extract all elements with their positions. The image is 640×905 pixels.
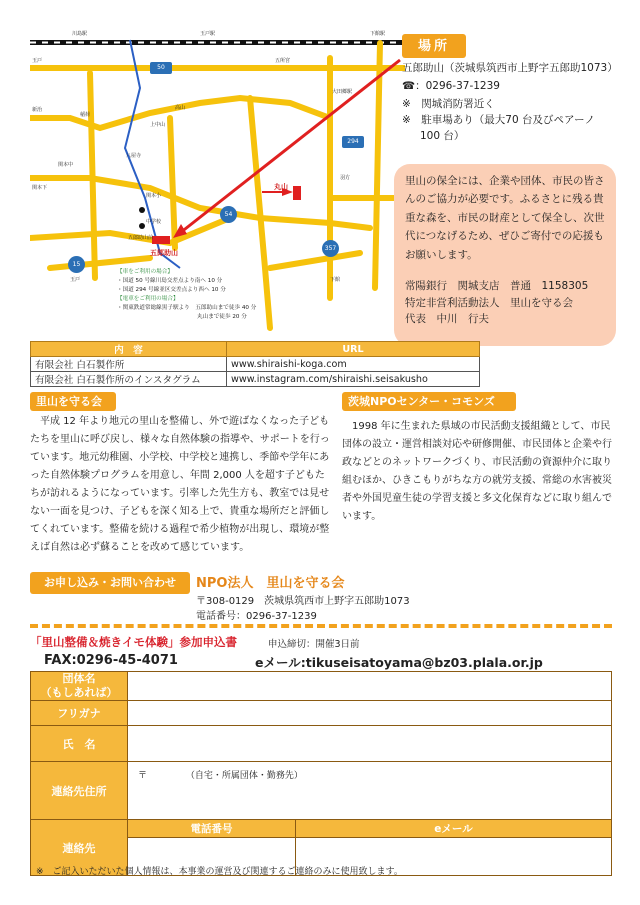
access-directions bbox=[117, 268, 317, 322]
map-place: 関本下 bbox=[32, 185, 48, 191]
satoyama-description: 平成 12 年より地元の里山を整備し、外で遊ばなくなった子どもたちを里山に呼び戻し、様々な自然体験の指導や、サポートを行っています。地元幼稚園、小学校、中学校と連携し、季節や学年にあった自然体験プログラムを用意し、年間 2,000 人を超す子どもたちが訪れるようになっています。引率した先生方も、教室では見せない一面を見つけ、子どもを深く知る上で、貴重な場所だと評価してくれています。整備を続ける過程で希少植物が出現し、環境が整えば自然は必ず蘇ることを改めて感じています。 bbox=[30, 416, 330, 553]
map-place: 稲荷 bbox=[80, 112, 91, 118]
url-link[interactable]: www.instagram.com/shiraishi.seisakusho bbox=[227, 372, 480, 387]
railway-line bbox=[30, 40, 405, 45]
location-tel: ☎：0296-37-1239 bbox=[402, 80, 500, 92]
map-maruyama-label: 丸山 bbox=[274, 183, 288, 191]
pointer-arrow bbox=[180, 60, 400, 233]
map-station-tamado: 玉戸駅 bbox=[200, 31, 216, 37]
access-car-1: ・国道 50 号線川島交差点より南へ 10 分 bbox=[117, 277, 223, 284]
content-url-table bbox=[30, 341, 480, 387]
content-cell: 有限会社 白石製作所のインスタグラム bbox=[31, 372, 227, 387]
bank-line-2: 特定非営利活動法人 里山を守る会 bbox=[405, 296, 573, 309]
bank-line-3: 代表 中川 行夫 bbox=[405, 313, 489, 326]
map-place: 中学校 bbox=[146, 219, 162, 225]
contact-phone: 電話番号：0296-37-1239 bbox=[196, 611, 317, 622]
contact-address: 〒308-0129 茨城県筑西市上野字五郎助1073 bbox=[196, 596, 410, 607]
location-note-3: 100 台） bbox=[420, 130, 465, 142]
map-place: 玉戸 bbox=[32, 58, 43, 64]
bank-info bbox=[405, 278, 605, 328]
form-row-address bbox=[31, 762, 612, 820]
goroshuyama-marker bbox=[152, 236, 170, 244]
location-address: 五郎助山（茨城県筑西市上野字五郎助1073） bbox=[402, 62, 618, 74]
bank-line-1: 常陽銀行 関城支店 普通 1158305 bbox=[405, 279, 589, 292]
location-note-2: ※ 駐車場あり（最大70 台及びペアーノ bbox=[402, 114, 595, 126]
zip-mark: 〒 bbox=[138, 771, 148, 781]
name-label: 氏 名 bbox=[31, 726, 128, 762]
map-place: 高山 bbox=[175, 105, 186, 111]
privacy-footnote: ※ ご記入いただいた個人情報は、本事業の運営及び関連するご連絡のみに使用致します。 bbox=[36, 867, 403, 877]
access-car-heading: 【車をご利用の場合】 bbox=[117, 269, 173, 275]
map-place: 新治 bbox=[32, 107, 43, 113]
location-tag: 場所 bbox=[402, 34, 466, 58]
name-field[interactable] bbox=[128, 726, 612, 762]
email-header: eメール bbox=[296, 820, 612, 838]
map-place: 上中山 bbox=[150, 122, 166, 128]
access-train-heading: 【電車をご利用の場合】 bbox=[117, 295, 179, 302]
form-row-name bbox=[31, 726, 612, 762]
content-header: 内 容 bbox=[31, 342, 227, 357]
group-label-text: 団体名 bbox=[62, 672, 96, 686]
access-train-2: 丸山まで徒歩 20 分 bbox=[197, 313, 247, 320]
contact-npo-name: NPO法人 里山を守る会 bbox=[196, 576, 345, 591]
form-deadline: 申込締切：開催3日前 bbox=[268, 639, 360, 650]
phone-header: 電話番号 bbox=[128, 820, 296, 838]
contact-label: 連絡先 bbox=[31, 820, 128, 876]
maruyama-marker bbox=[293, 186, 301, 200]
map-place: 関本小 bbox=[146, 193, 162, 199]
route-54-badge: 54 bbox=[220, 206, 237, 223]
location-note-1: ※ 関城消防署近く bbox=[402, 98, 495, 110]
map-station-shimodate: 下館駅 bbox=[370, 31, 386, 37]
group-field[interactable] bbox=[128, 672, 612, 701]
zip-note: （自宅・所属団体・勤務先） bbox=[185, 771, 303, 781]
url-header: URL bbox=[227, 342, 480, 357]
group-label bbox=[31, 672, 128, 701]
route-50-badge: 50 bbox=[150, 62, 172, 74]
url-link[interactable]: www.shiraishi-koga.com bbox=[227, 357, 480, 372]
access-map bbox=[30, 28, 405, 340]
route-294-badge: 294 bbox=[342, 136, 364, 148]
furigana-field[interactable] bbox=[128, 701, 612, 726]
map-place: 羽方 bbox=[340, 175, 351, 181]
donation-box bbox=[394, 164, 616, 346]
map-station-kawashima: 川島駅 bbox=[72, 31, 88, 37]
table-row bbox=[31, 372, 480, 387]
form-row-furigana bbox=[31, 701, 612, 726]
satoyama-tag: 里山を守る会 bbox=[30, 392, 116, 411]
address-field[interactable] bbox=[128, 762, 612, 820]
map-place: 下館 bbox=[330, 277, 341, 283]
address-label: 連絡先住所 bbox=[31, 762, 128, 820]
content-table-header bbox=[31, 342, 480, 357]
map-place: 五郎助山前 bbox=[128, 235, 154, 241]
form-row-contact-header bbox=[31, 820, 612, 838]
map-place: 関本中 bbox=[58, 162, 74, 168]
cut-line bbox=[30, 624, 612, 628]
content-cell: 有限会社 白石製作所 bbox=[31, 357, 227, 372]
group-label-sub: （もしあれば） bbox=[40, 686, 118, 699]
map-place: 玉戸 bbox=[70, 277, 81, 283]
contact-tag: お申し込み・お問い合わせ bbox=[30, 572, 190, 594]
form-title: 「里山整備＆焼きイモ体験」参加申込書 bbox=[30, 635, 237, 649]
table-row bbox=[31, 357, 480, 372]
map-goroshuyama-label: 五郎助山 bbox=[150, 249, 178, 257]
donation-message: 里山の保全には、企業や団体、市民の皆さんのご協力が必要です。ふるさとに残る貴重な森を、市民の財産として保全し、次世代につなげるため、ぜひご寄付での応援もお願いします。 bbox=[405, 175, 605, 261]
access-train-1: ・関東鉄道常総線黒子駅より 五郎助山まで徒歩 40 分 bbox=[117, 304, 257, 311]
map-place: 大田郷駅 bbox=[332, 89, 353, 95]
form-fax: FAX:0296-45-4071 bbox=[44, 653, 178, 668]
application-form bbox=[30, 671, 612, 876]
npo-center-description: 1998 年に生まれた県域の市民活動支援組織として、市民団体の設立・運営相談対応や研修開催、市民団体と企業や行政などとのネットワークづくり、市民活動の資源仲介に取り組むほか、ひきこもりがちな方の就労支援、常総の水害被災者や外国児童生徒の学習支援と多文化保育などに取り組んでいます。 bbox=[342, 421, 612, 522]
route-357-badge: 357 bbox=[322, 240, 339, 257]
form-email[interactable]: eメール:tikuseisatoyama@bz03.plala.or.jp bbox=[255, 655, 543, 670]
npo-center-tag: 茨城NPOセンター・コモンズ bbox=[342, 392, 516, 411]
map-place: 八屋寺 bbox=[126, 153, 142, 159]
map-place: 五所宮 bbox=[275, 58, 291, 64]
route-15-badge: 15 bbox=[68, 256, 85, 273]
access-car-2: ・国道 294 号線並区交差点より西へ 10 分 bbox=[117, 286, 226, 293]
form-row-group bbox=[31, 672, 612, 701]
furigana-label: フリガナ bbox=[31, 701, 128, 726]
